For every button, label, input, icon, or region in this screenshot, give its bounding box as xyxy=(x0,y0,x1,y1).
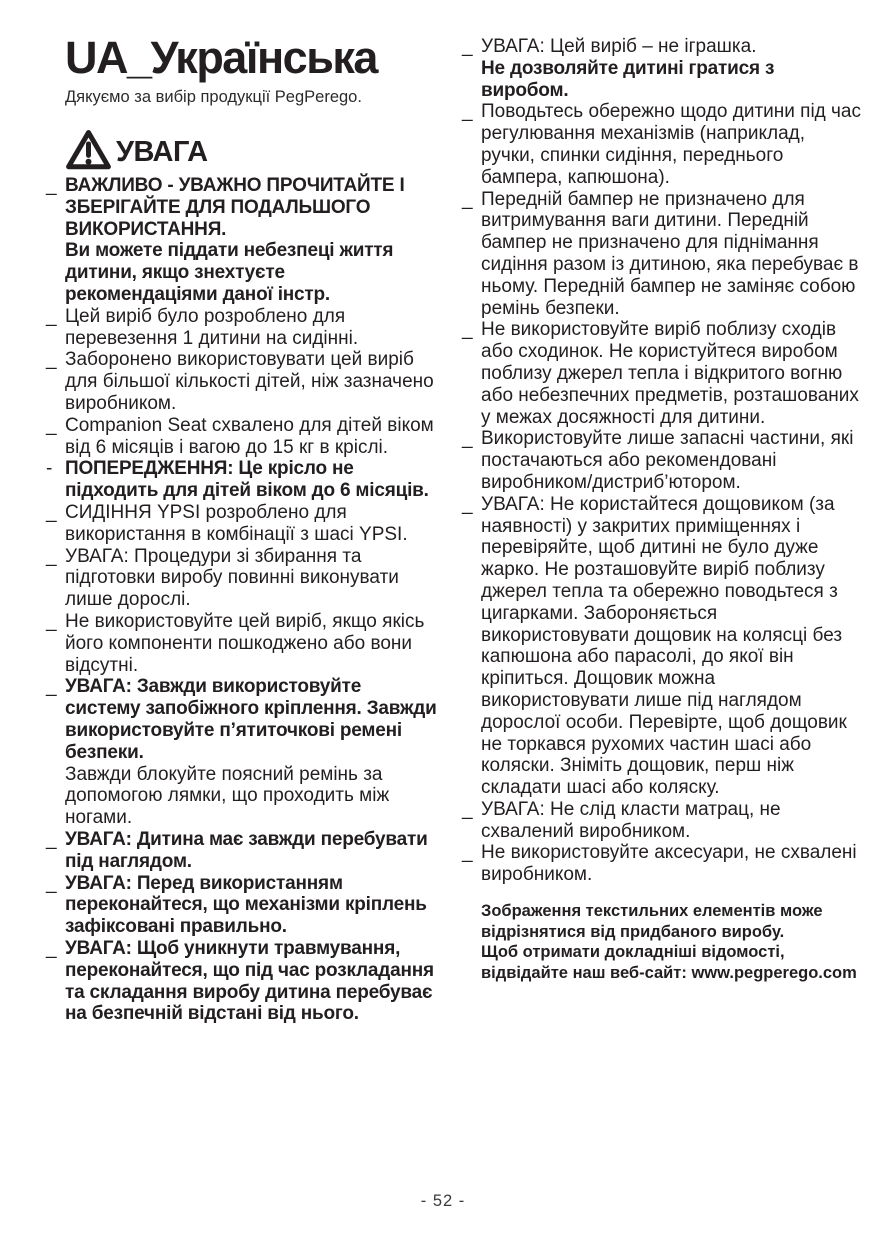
list-item-text: Ви можете піддати небезпеці життя дитини, якщо знехтуєте рекомендаціями даної інстр. xyxy=(65,240,394,306)
list-item-text: УВАГА: Дитина має завжди перебувати під наглядом. xyxy=(65,828,428,872)
list-item xyxy=(462,101,862,188)
list-item xyxy=(46,872,439,938)
list-item xyxy=(462,188,862,320)
list-item-text: Заборонено використовувати цей виріб для більшої кількості дітей, ніж зазначено виробником. xyxy=(65,349,434,415)
page-subtitle: Дякуємо за вибір продукції PegPerego. xyxy=(65,88,362,107)
list-item xyxy=(46,545,439,611)
list-item-marker: _ xyxy=(46,305,57,327)
list-item-text: УВАГА: Процедури зі збирання та підготовки виробу повинні виконувати лише дорослі. xyxy=(65,545,399,611)
page-number: - 52 - xyxy=(420,1192,466,1210)
list-item-marker: _ xyxy=(46,872,57,894)
list-item xyxy=(46,502,439,546)
list-item-marker: _ xyxy=(462,428,473,450)
list-item-text: УВАГА: Не користайтеся дощовиком (за наявності) у закритих приміщеннях і перевіряйте, щоб дитині не було дуже жарко. Не розташовуйте виріб поблизу джерел тепла та обережно поводьтеся з цигарками. Забороняється використовувати дощовик на колясці без капюшона або парасолі, до якої він кріпиться. Дощовик можна використовувати лише під наглядом дорослої особи. Перевірте, щоб дощовик не торкався рухомих частин шасі або коляски. Зніміть дощовик, перш ніж складати шасі або коляску. xyxy=(481,493,847,799)
list-item-marker: _ xyxy=(462,188,473,210)
list-item xyxy=(462,428,862,493)
list-item-text: Передній бампер не призначено для витримування ваги дитини. Передній бампер не призначено для піднімання сидіння разом із дитиною, яка перебуває в ньому. Передній бампер не заміняє собою ремінь безпеки. xyxy=(481,188,859,319)
list-item-text: Поводьтесь обережно щодо дитини під час регулювання механізмів (наприклад, ручки, спинки сидіння, переднього бампера, капюшона). xyxy=(481,101,861,188)
list-item xyxy=(46,414,439,459)
list-item-text: УВАГА: Завжди використовуйте систему запобіжного кріплення. Завжди використовуйте п’ятиточкові ремені безпеки. xyxy=(65,676,437,763)
list-item-marker: _ xyxy=(46,937,57,959)
list-item-marker: _ xyxy=(46,676,57,698)
list-item-text: Не використовуйте цей виріб, якщо якісь його компоненти пошкоджено або вони відсутні. xyxy=(65,610,425,676)
list-item-text: Використовуйте лише запасні частини, які постачаються або рекомендовані виробником/дистриб’ютором. xyxy=(481,428,854,493)
list-item-marker: _ xyxy=(46,545,57,567)
right-column-list xyxy=(462,36,862,886)
list-item-marker: _ xyxy=(462,798,473,820)
list-item-marker: - xyxy=(46,458,53,480)
list-item-text: Не дозволяйте дитині гратися з виробом. xyxy=(481,57,775,101)
list-item xyxy=(46,458,439,502)
list-item xyxy=(462,842,862,886)
warning-heading xyxy=(65,129,439,171)
left-column xyxy=(46,32,439,1025)
list-item xyxy=(462,36,862,101)
list-item-text: ПОПЕРЕДЖЕННЯ: Це крісло не підходить для дітей віком до 6 місяців. xyxy=(65,458,429,502)
list-item-marker: _ xyxy=(462,319,473,341)
list-item-marker: _ xyxy=(462,36,473,57)
list-item xyxy=(46,828,439,873)
list-item-marker: _ xyxy=(46,828,57,850)
list-item-text: СИДІННЯ YPSI розроблено для використання в комбінації з шасі YPSI. xyxy=(65,502,408,545)
left-column-list xyxy=(46,175,439,1025)
list-item-marker: _ xyxy=(46,610,57,632)
footer-note xyxy=(481,901,862,983)
footer-note-line: Зображення текстильних елементів може відрізнятися від придбаного виробу. xyxy=(481,902,823,941)
list-item-text: Companion Seat схвалено для дітей віком від 6 місяців і вагою до 15 кг в кріслі. xyxy=(65,414,434,458)
list-item xyxy=(46,676,439,829)
list-item-marker: _ xyxy=(46,502,57,523)
right-column xyxy=(462,36,862,983)
list-item xyxy=(46,937,439,1025)
list-item-text: ВАЖЛИВО - УВАЖНО ПРОЧИТАЙТЕ І ЗБЕРІГАЙТЕ ДЛЯ ПОДАЛЬШОГО ВИКОРИСТАННЯ. xyxy=(65,175,405,240)
list-item xyxy=(46,349,439,415)
page-title: UA_Українська xyxy=(65,32,377,83)
list-item-marker: _ xyxy=(462,101,473,123)
list-item xyxy=(462,798,862,843)
list-item xyxy=(46,175,439,306)
list-item-text: Не використовуйте виріб поблизу сходів або сходинок. Не користуйтеся виробом поблизу джерел тепла і відкритого вогню або небезпечних предметів, розташованих у межах досяжності для дитини. xyxy=(481,319,859,428)
list-item-text: УВАГА: Щоб уникнути травмування, переконайтеся, що під час розкладання та складання виробу дитина перебуває на безпечній відстані від нього. xyxy=(65,937,434,1025)
list-item-marker: _ xyxy=(46,414,57,436)
list-item xyxy=(46,610,439,676)
footer-note-line: Щоб отримати докладніші відомості, відвідайте наш веб-сайт: www.pegperego.com xyxy=(481,943,857,982)
list-item-text: Цей виріб було розроблено для перевезення 1 дитини на сидінні. xyxy=(65,305,359,349)
list-item xyxy=(462,493,862,799)
list-item-marker: _ xyxy=(462,842,473,864)
list-item-text: УВАГА: Перед використанням переконайтеся, що механізми кріплень зафіксовані правильно. xyxy=(65,872,427,938)
list-item-text: УВАГА: Цей виріб – не іграшка. xyxy=(481,36,757,57)
list-item-marker: _ xyxy=(46,175,57,197)
list-item xyxy=(462,319,862,428)
list-item-text: Не використовуйте аксесуари, не схвалені виробником. xyxy=(481,842,857,886)
list-item-text: УВАГА: Не слід класти матрац, не схвалений виробником. xyxy=(481,798,781,842)
list-item-text: Завжди блокуйте поясний ремінь за допомогою лямки, що проходить між ногами. xyxy=(65,763,390,829)
warning-heading-label: УВАГА xyxy=(116,135,208,168)
warning-triangle-icon xyxy=(65,129,112,171)
list-item xyxy=(46,305,439,350)
list-item-marker: _ xyxy=(46,349,57,371)
list-item-marker: _ xyxy=(462,493,473,515)
